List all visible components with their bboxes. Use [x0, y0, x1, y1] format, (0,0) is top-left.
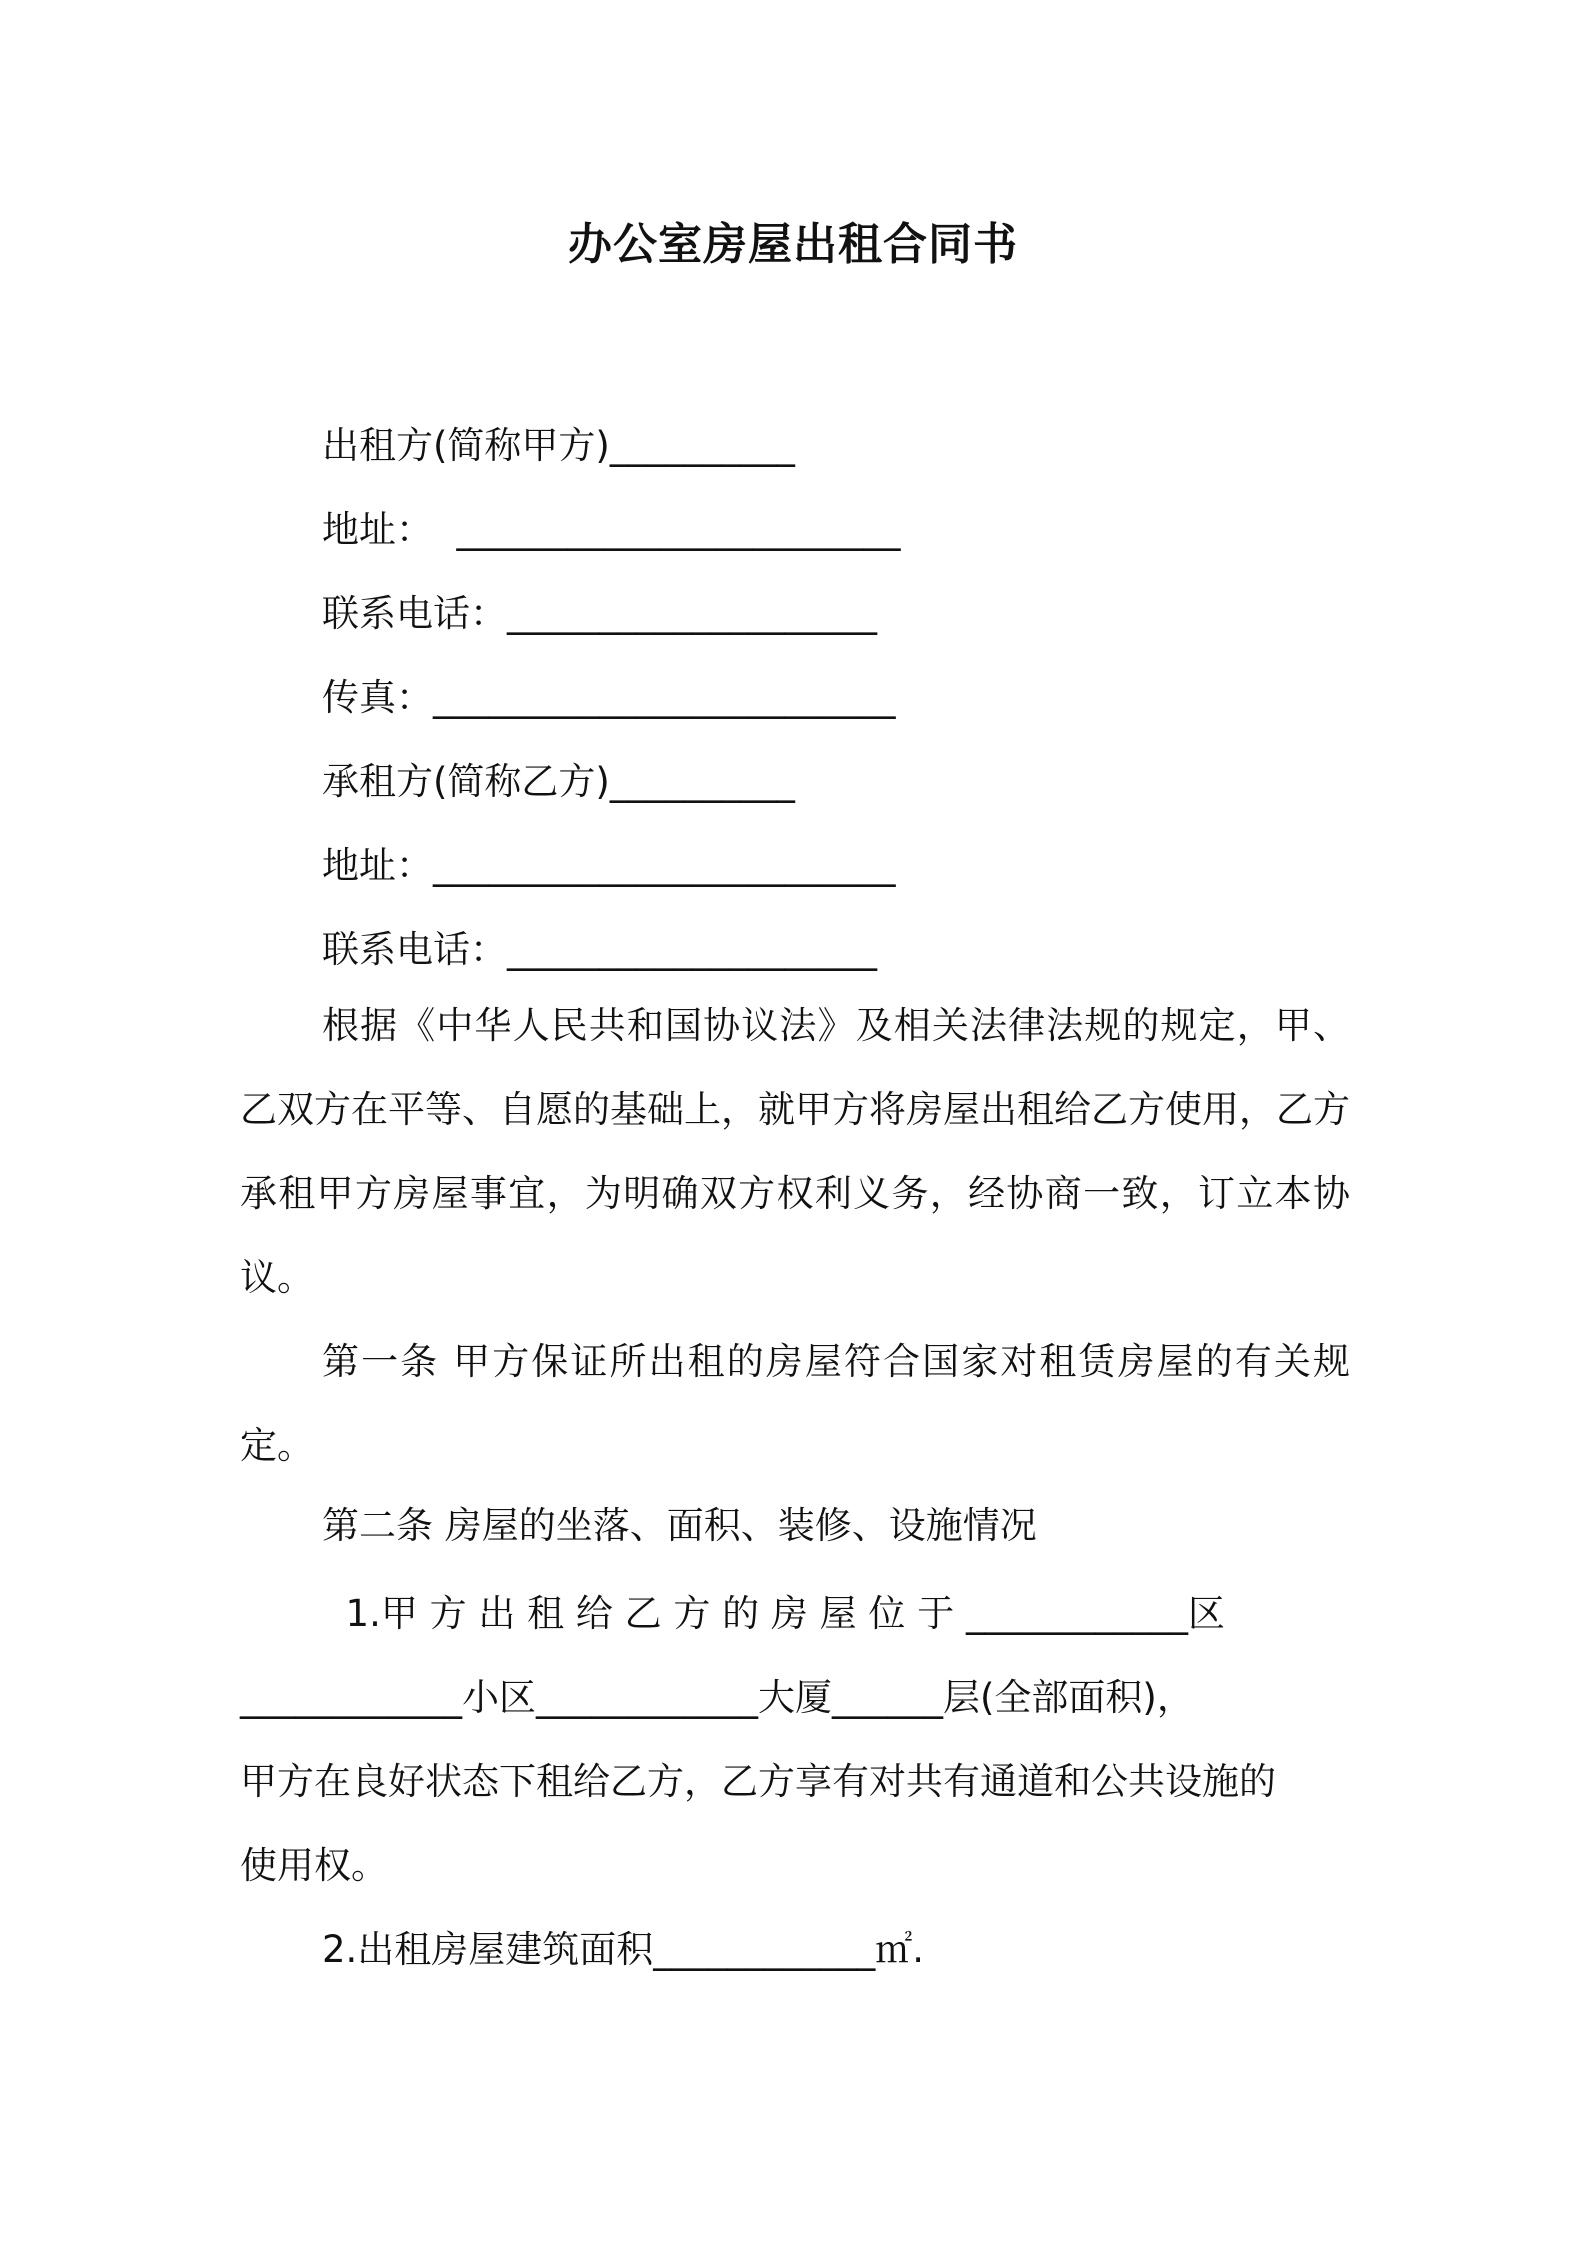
article-2-heading: 第二条 房屋的坐落、面积、装修、设施情况 [322, 1504, 1037, 1547]
clause-2-1-line-1: 1.甲 方 出 租 给 乙 方 的 房 屋 位 于 ____________区 [322, 1592, 1225, 1635]
clause-2-2: 2.出租房屋建筑面积____________㎡. [322, 1928, 925, 1971]
lessor-fax-field: 传真：_________________________ [322, 676, 896, 719]
lessor-address-field: 地址： ________________________ [322, 508, 901, 551]
lessor-name-field: 出租方(简称甲方)__________ [322, 424, 795, 467]
intro-paragraph: 根据《中华人民共和国协议法》及相关法律法规的规定，甲、乙双方在平等、自愿的基础上，就甲方将房屋出租给乙方使用，乙方承租甲方房屋事宜，为明确双方权利义务，经协商一致，订立本协议。 [240, 1004, 1350, 1299]
lessee-name-field: 承租方(简称乙方)__________ [322, 760, 795, 803]
lessee-address-field: 地址：_________________________ [322, 844, 896, 887]
lessee-phone-field: 联系电话：____________________ [322, 928, 877, 971]
clause-2-1-line-3: 甲方在良好状态下租给乙方，乙方享有对共有通道和公共设施的 [240, 1760, 1276, 1803]
article-1: 第一条 甲方保证所出租的房屋符合国家对租赁房屋的有关规定。 [240, 1340, 1350, 1467]
document-title: 办公室房屋出租合同书 [568, 219, 1018, 270]
clause-2-1-line-4: 使用权。 [240, 1844, 388, 1887]
lessor-phone-field: 联系电话：____________________ [322, 592, 877, 635]
clause-2-1-line-2: ____________小区____________大厦______层(全部面积)， [240, 1676, 1194, 1719]
